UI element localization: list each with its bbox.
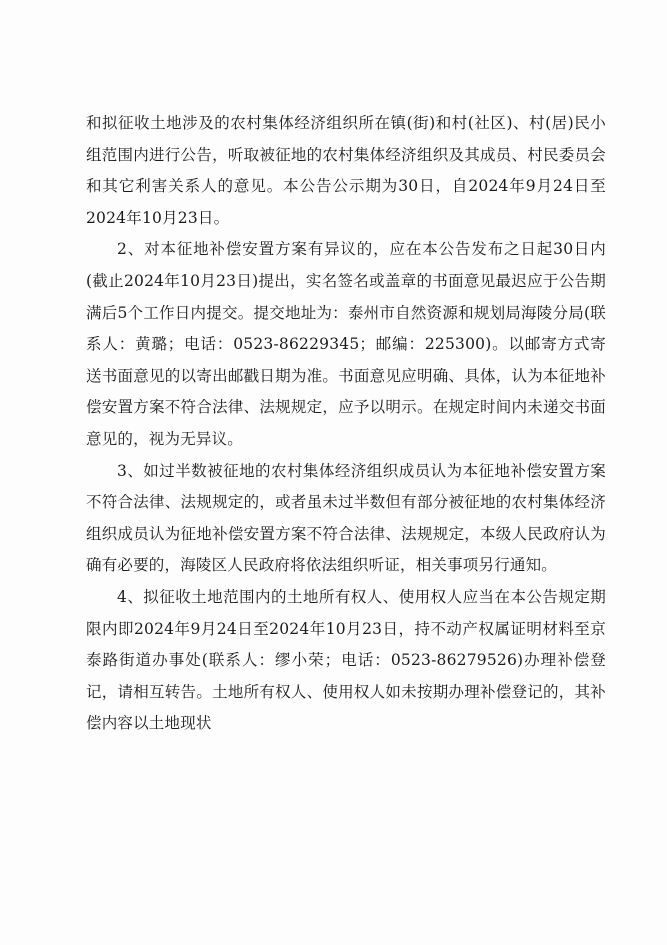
paragraph-objection: 2、对本征地补偿安置方案有异议的，应在本公告发布之日起30日内(截止2024年10月23日)提出，实名签名或盖章的书面意见最迟应于公告期满后5个工作日内提交。提交地址为：泰州市自然资源和规划局海陵分局(联系人：黄璐；电话：0523-86229345；邮编：225300)。以邮寄方式寄送书面意见的以寄出邮戳日期为准。书面意见应明确、具体，认为本征地补偿安置方案不符合法律、法规规定，应予以明示。在规定时间内未递交书面意见的，视为无异议。: [86, 240, 606, 448]
paragraph-registration: 4、拟征收土地范围内的土地所有权人、使用权人应当在本公告规定期限内即2024年9月24日至2024年10月23日，持不动产权属证明材料至京泰路街道办事处(联系人：缪小荣；电话：0523-86279526)办理补偿登记，请相互转告。土地所有权人、使用权人如未按期办理补偿登记的，其补偿内容以土地现状: [86, 587, 606, 733]
paragraph-continuation: 和拟征收土地涉及的农村集体经济组织所在镇(街)和村(社区)、村(居)民小组范围内进行公告，听取被征地的农村集体经济组织及其成员、村民委员会和其它利害关系人的意见。本公告公示期为30日，自2024年9月24日至2024年10月23日。: [86, 114, 606, 227]
paragraph-hearing: 3、如过半数被征地的农村集体经济组织成员认为本征地补偿安置方案不符合法律、法规规定的，或者虽未过半数但有部分被征地的农村集体经济组织成员认为征地补偿安置方案不符合法律、法规规定，本级人民政府认为确有必要的，海陵区人民政府将依法组织听证，相关事项另行通知。: [86, 461, 606, 575]
document-body: [86, 108, 606, 740]
